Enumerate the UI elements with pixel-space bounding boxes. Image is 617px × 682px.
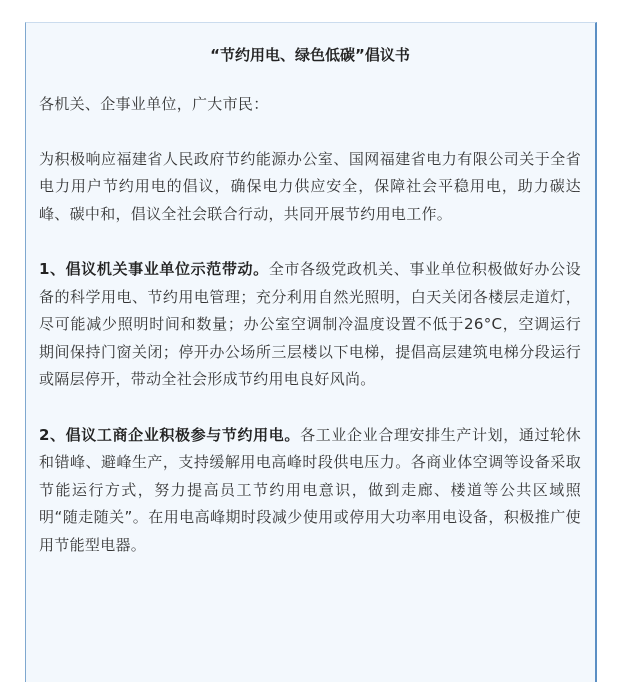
greeting: 各机关、企事业单位，广大市民：: [39, 95, 269, 113]
proposal-item-2: [39, 422, 581, 560]
intro-paragraph: 为积极响应福建省人民政府节约能源办公室、国网福建省电力有限公司关于全省电力用户节约用电的倡议，确保电力供应安全，保障社会平稳用电，助力碳达峰、碳中和，倡议全社会联合行动，共同开展节约用电工作。: [39, 149, 581, 223]
proposal-item-1-lead: 1、倡议机关事业单位示范带动。: [39, 260, 269, 278]
article-card: [25, 22, 597, 682]
article-title: “节约用电、绿色低碳”倡议书: [210, 46, 410, 64]
proposal-item-2-lead: 2、倡议工商企业积极参与节约用电。: [39, 425, 301, 444]
proposal-item-2-text: 各工业企业合理安排生产计划，通过轮休和错峰、避峰生产，支持缓解用电高峰时段供电压力。各商业体空调等设备采取节能运行方式，努力提高员工节约用电意识，做到走廊、楼道等公共区域照明“随走随关”。在用电高峰期时段减少使用或停用大功率用电设备，积极推广使用节能型电器。: [39, 425, 581, 554]
proposal-item-1-text: 全市各级党政机关、事业单位积极做好办公设备的科学用电、节约用电管理；充分利用自然光照明，白天关闭各楼层走道灯，尽可能减少照明时间和数量；办公室空调制冷温度设置不低于26°C，空调运行期间保持门窗关闭；停开办公场所三层楼以下电梯，提倡高层建筑电梯分段运行或隔层停开，带动全社会形成节约用电良好风尚。: [39, 260, 581, 388]
proposal-item-1: [39, 256, 581, 394]
